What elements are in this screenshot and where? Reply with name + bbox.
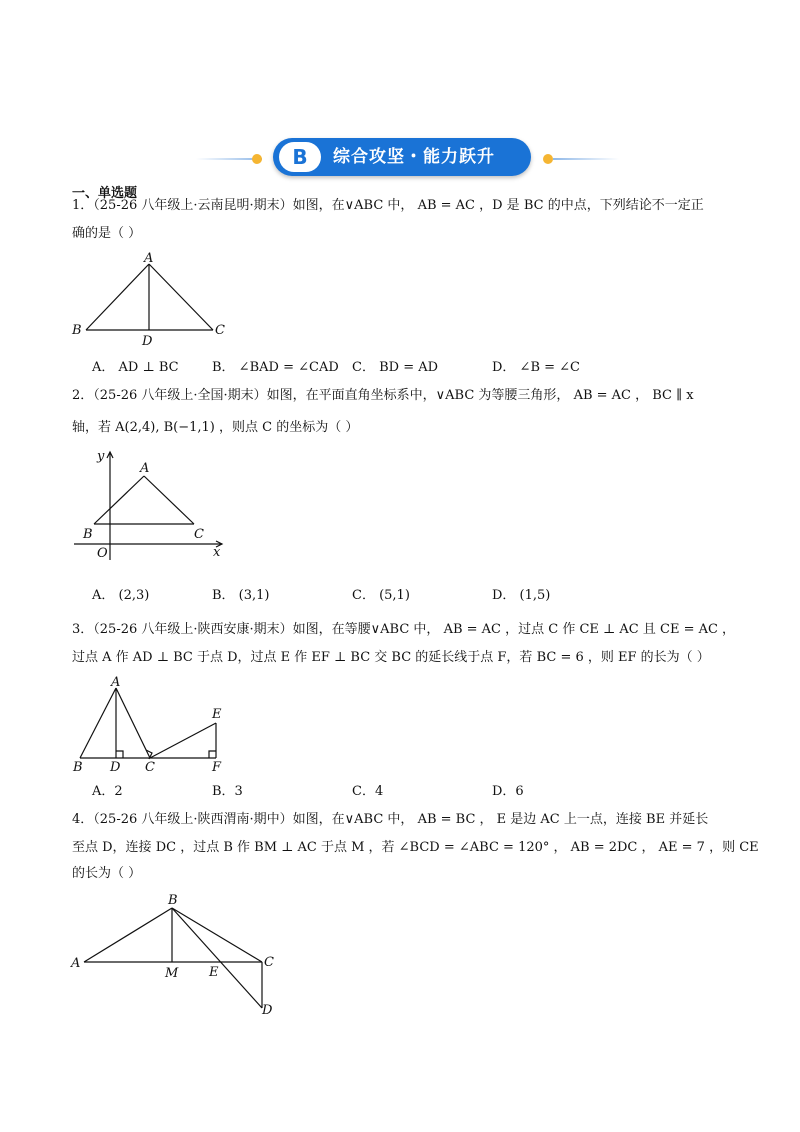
q3-label-d: D <box>110 760 121 774</box>
q1-label-a: A <box>144 251 154 266</box>
q3-figure <box>70 674 240 774</box>
q4-side-ab <box>84 908 172 962</box>
q3-side-ab <box>80 688 116 758</box>
q4-label-c: C <box>264 955 274 970</box>
q4-label-b: B <box>168 893 178 908</box>
q1-label-b: B <box>72 323 82 338</box>
q1-side-ab <box>86 264 149 330</box>
q2-label-y: y <box>97 449 105 464</box>
q3-number: 3． <box>72 622 94 637</box>
q1-option-d[interactable]: D． ∠B = ∠C <box>492 360 580 375</box>
q1-option-b[interactable]: B． ∠BAD = ∠CAD <box>212 360 339 375</box>
banner-line-right <box>553 158 619 160</box>
q3-option-c[interactable]: C．4 <box>352 784 384 799</box>
q2-figure <box>70 448 240 563</box>
q1-option-a[interactable]: A． AD ⊥ BC <box>92 360 179 375</box>
q4-figure <box>66 890 286 1020</box>
section-title: 一、单选题 <box>72 186 138 201</box>
q2-label-a: A <box>140 461 150 476</box>
q1-option-c[interactable]: C． BD = AD <box>352 360 439 375</box>
q1-line1 <box>72 196 704 216</box>
section-banner <box>273 138 531 176</box>
q3-label-e: E <box>212 707 222 722</box>
q1-label-d: D <box>142 334 153 349</box>
q2-option-a[interactable]: A． (2,3) <box>92 588 150 603</box>
q2-option-b[interactable]: B． (3,1) <box>212 588 270 603</box>
q1-stem: （25-26 八年级上·云南昆明·期末）如图，在∨ABC 中， AB = AC ，D 是 BC 的中点，下列结论不一定正 <box>93 198 704 213</box>
q3-label-c: C <box>145 760 155 774</box>
banner-title: 综合攻坚・能力跃升 <box>333 147 495 167</box>
q4-label-e: E <box>209 965 219 980</box>
q2-number: 2． <box>72 388 94 403</box>
q3-option-b[interactable]: B．3 <box>212 784 243 799</box>
q3-label-b: B <box>73 760 83 774</box>
q4-line2: 至点 D，连接 DC ，过点 B 作 BM ⊥ AC 于点 M ，若 ∠BCD = ∠ABC = 120° ， AB = 2DC ， AE = 7 ，则 CE <box>72 840 759 855</box>
q4-number: 4． <box>72 812 94 827</box>
q3-option-d[interactable]: D．6 <box>492 784 524 799</box>
q2-side-ac <box>144 476 194 524</box>
q3-label-f: F <box>212 760 222 774</box>
q1-figure <box>70 250 240 350</box>
q4-label-m: M <box>165 966 179 981</box>
q3-segment-ce <box>150 723 216 758</box>
banner-dot-left <box>252 154 262 164</box>
q3-right-angle-d <box>116 751 123 758</box>
q4-side-bc <box>172 908 262 962</box>
q2-label-x: x <box>213 545 221 560</box>
q2-label-b: B <box>83 527 93 542</box>
q3-stem: （25-26 八年级上·陕西安康·期末）如图，在等腰∨ABC 中， AB = AC ，过点 C 作 CE ⊥ AC 且 CE = AC ， <box>93 622 736 637</box>
q4-segment-bd <box>172 908 262 1008</box>
q1-side-ac <box>149 264 213 330</box>
q3-line2: 过点 A 作 AD ⊥ BC 于点 D，过点 E 作 EF ⊥ BC 交 BC 的延长线于点 F，若 BC = 6 ，则 EF 的长为（ ） <box>72 650 710 665</box>
q2-option-d[interactable]: D． (1,5) <box>492 588 551 603</box>
q1-label-c: C <box>215 323 225 338</box>
q2-option-c[interactable]: C． (5,1) <box>352 588 410 603</box>
q3-line1 <box>72 620 735 640</box>
q2-line2: 轴，若 A(2,4), B(−1,1) ，则点 C 的坐标为（ ） <box>72 420 359 435</box>
q1-number: 1． <box>72 198 94 213</box>
q1-line2: 确的是（ ） <box>72 226 142 241</box>
q2-label-o: O <box>97 546 108 561</box>
banner-letter: B <box>279 142 321 172</box>
q2-stem: （25-26 八年级上·全国·期末）如图，在平面直角坐标系中，∨ABC 为等腰三角形， AB = AC ， BC ∥ x <box>93 388 694 403</box>
q4-label-a: A <box>71 956 81 971</box>
q4-label-d: D <box>262 1003 273 1018</box>
q3-side-ac <box>116 688 150 758</box>
q4-line1 <box>72 810 708 830</box>
q4-stem: （25-26 八年级上·陕西渭南·期中）如图，在∨ABC 中， AB = BC ， E 是边 AC 上一点，连接 BE 并延长 <box>93 812 709 827</box>
q2-side-ab <box>94 476 144 524</box>
q2-line1 <box>72 386 694 406</box>
q3-right-angle-f <box>209 751 216 758</box>
banner-dot-right <box>543 154 553 164</box>
q3-option-a[interactable]: A．2 <box>92 784 123 799</box>
q3-label-a: A <box>111 675 121 690</box>
q2-label-c: C <box>194 527 204 542</box>
q4-line3: 的长为（ ） <box>72 866 142 881</box>
